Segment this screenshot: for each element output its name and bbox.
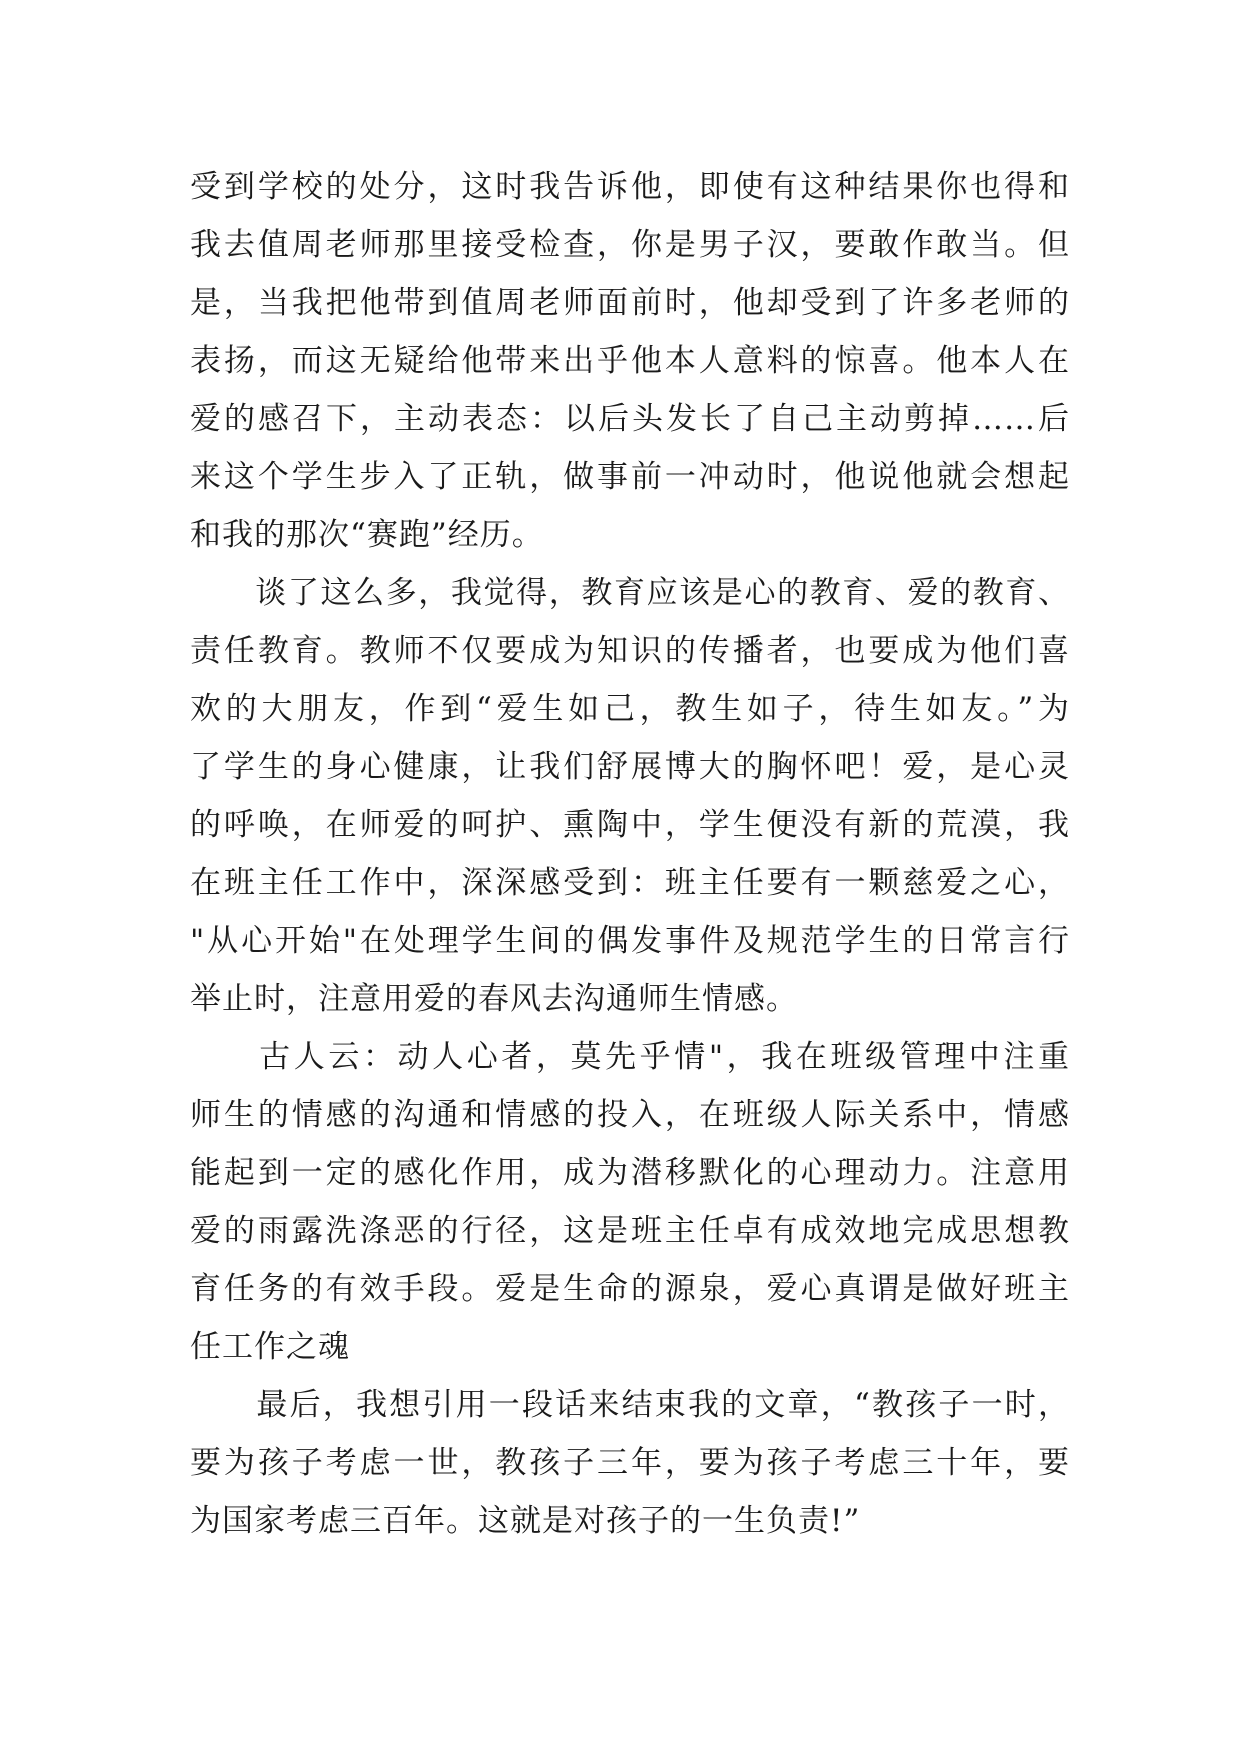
text-line: 最后，我想引用一段话来结束我的文章，“教孩子一时， — [190, 1387, 1070, 1423]
text-line: 谈了这么多，我觉得，教育应该是心的教育、爱的教育、 — [190, 575, 1070, 611]
text-line: 爱的雨露洗涤恶的行径，这是班主任卓有成效地完成思想教 — [190, 1213, 1070, 1249]
text-line: 在班主任工作中，深深感受到：班主任要有一颗慈爱之心， — [190, 865, 1070, 901]
paragraph-1 — [190, 158, 1070, 564]
paragraph-4 — [190, 1376, 1070, 1550]
text-line: 是，当我把他带到值周老师面前时，他却受到了许多老师的 — [190, 285, 1070, 321]
text-line: 任工作之魂 — [190, 1329, 350, 1365]
text-line: 受到学校的处分，这时我告诉他，即使有这种结果你也得和 — [190, 169, 1070, 205]
text-line: 爱的感召下，主动表态：以后头发长了自己主动剪掉……后 — [190, 401, 1070, 437]
text-line: 要为孩子考虑一世，教孩子三年，要为孩子考虑三十年，要 — [190, 1445, 1070, 1481]
text-line: 我去值周老师那里接受检查，你是男子汉，要敢作敢当。但 — [190, 227, 1070, 263]
paragraph-2 — [190, 564, 1070, 1028]
text-line: 师生的情感的沟通和情感的投入，在班级人际关系中，情感 — [190, 1097, 1070, 1133]
text-line: 古人云：动人心者，莫先乎情"，我在班级管理中注重 — [190, 1039, 1070, 1075]
text-line: 来这个学生步入了正轨，做事前一冲动时，他说他就会想起 — [190, 459, 1070, 495]
text-line: 了学生的身心健康，让我们舒展博大的胸怀吧！爱，是心灵 — [190, 749, 1070, 785]
body-text — [190, 158, 1070, 1550]
text-line: 表扬，而这无疑给他带来出乎他本人意料的惊喜。他本人在 — [190, 343, 1070, 379]
text-line: 育任务的有效手段。爱是生命的源泉，爱心真谓是做好班主 — [190, 1271, 1070, 1307]
text-line: 举止时，注意用爱的春风去沟通师生情感。 — [190, 981, 798, 1017]
text-line: 能起到一定的感化作用，成为潜移默化的心理动力。注意用 — [190, 1155, 1070, 1191]
text-line: 为国家考虑三百年。这就是对孩子的一生负责!” — [190, 1503, 861, 1539]
text-line: 责任教育。教师不仅要成为知识的传播者，也要成为他们喜 — [190, 633, 1070, 669]
paragraph-3 — [190, 1028, 1070, 1376]
text-line: 的呼唤，在师爱的呵护、熏陶中，学生便没有新的荒漠，我 — [190, 807, 1070, 843]
text-line: "从心开始"在处理学生间的偶发事件及规范学生的日常言行 — [190, 923, 1070, 959]
text-line: 欢的大朋友，作到“爱生如己，教生如子，待生如友。”为 — [190, 691, 1070, 727]
text-line: 和我的那次“赛跑”经历。 — [190, 517, 544, 553]
